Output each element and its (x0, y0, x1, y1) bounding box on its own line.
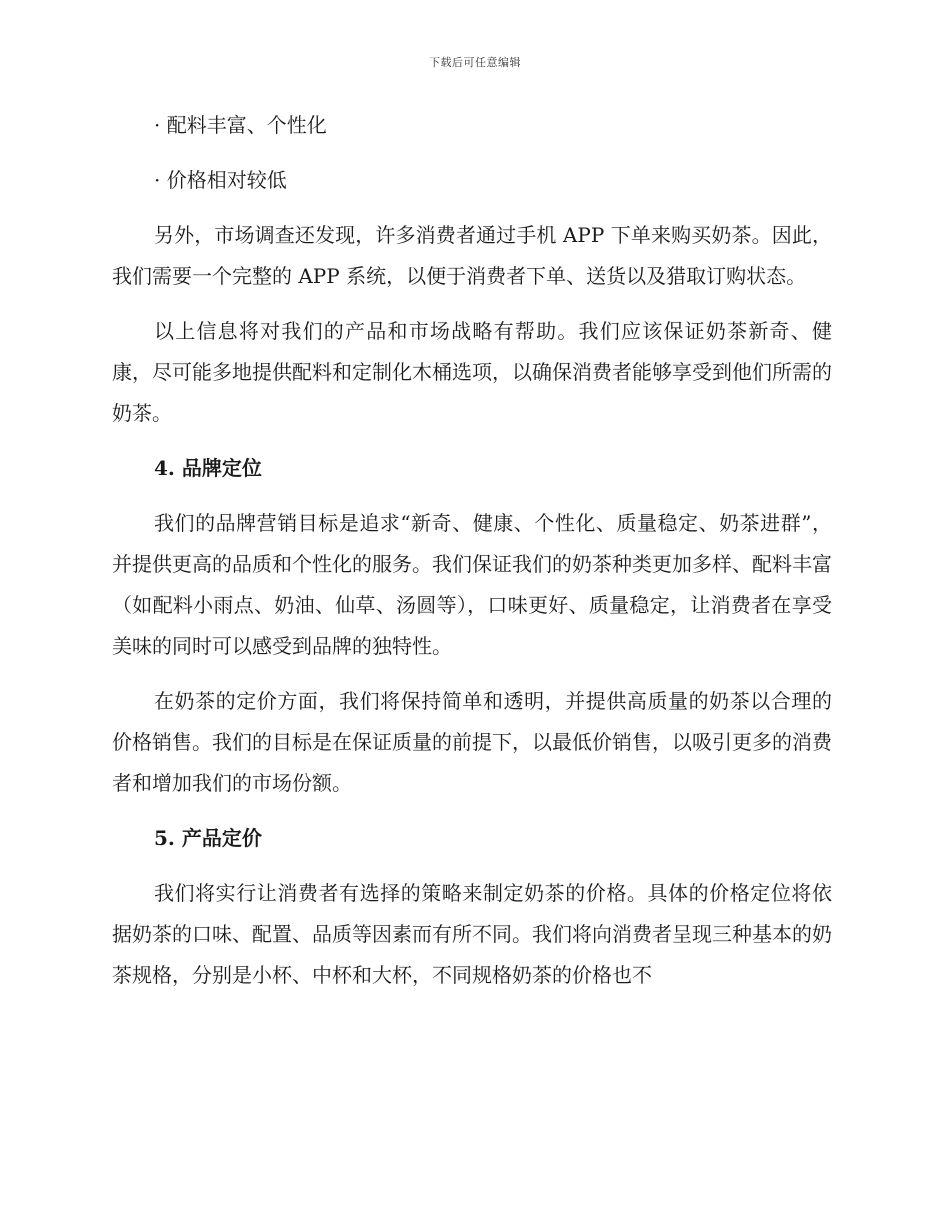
bullet-item: · 价格相对较低 (154, 168, 287, 192)
paragraph: 另外，市场调查还发现，许多消费者通过手机 APP 下单来购买奶茶。因此，我们需要一个完整的 APP 系统，以便于消费者下单、送货以及猎取订购状态。 (112, 223, 832, 288)
paragraph: 我们将实行让消费者有选择的策略来制定奶茶的价格。具体的价格定位将依据奶茶的口味、配置、品质等因素而有所不同。我们将向消费者呈现三种基本的奶茶规格，分别是小杯、中杯和大杯，不同规格奶茶的价格也不 (112, 881, 832, 987)
paragraph: 以上信息将对我们的产品和市场战略有帮助。我们应该保证奶茶新奇、健康，尽可能多地提供配料和定制化木桶选项，以确保消费者能够享受到他们所需的奶茶。 (112, 319, 832, 425)
document-body (112, 105, 832, 1010)
section-heading-brand-positioning: 4. 品牌定位 (154, 456, 262, 480)
section-heading-product-pricing: 5. 产品定价 (154, 826, 262, 850)
page-header: 下载后可任意编辑 (429, 56, 521, 69)
paragraph: 我们的品牌营销目标是追求“新奇、健康、个性化、质量稳定、奶茶进群”，并提供更高的品质和个性化的服务。我们保证我们的奶茶种类更加多样、配料丰富（如配料小雨点、奶油、仙草、汤圆等），口味更好、质量稳定，让消费者在享受美味的同时可以感受到品牌的独特性。 (112, 511, 832, 658)
paragraph: 在奶茶的定价方面，我们将保持简单和透明，并提供高质量的奶茶以合理的价格销售。我们的目标是在保证质量的前提下，以最低价销售，以吸引更多的消费者和增加我们的市场份额。 (112, 689, 832, 795)
bullet-item: · 配料丰富、个性化 (154, 113, 327, 137)
